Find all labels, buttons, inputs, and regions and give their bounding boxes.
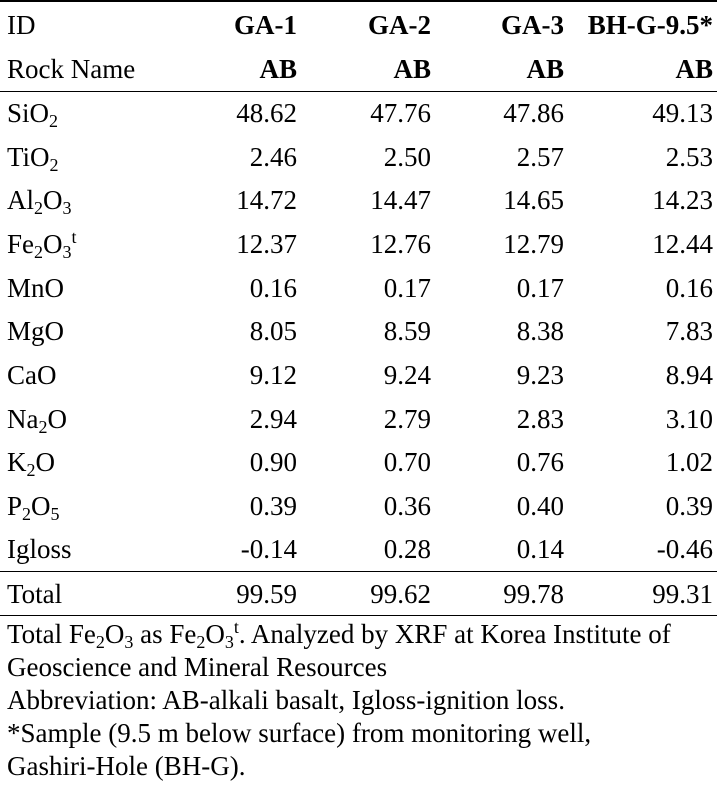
rock-name-value: AB [435, 47, 568, 91]
value-cell: 0.90 [249, 447, 297, 478]
table-row [0, 309, 717, 353]
value-cell: 0.39 [249, 491, 297, 522]
oxide-subscript: 2 [34, 241, 43, 262]
oxide-subscript: 3 [62, 241, 72, 262]
value-cell: 48.62 [236, 98, 297, 129]
table-row [0, 135, 717, 179]
oxide-subscript: 2 [49, 111, 59, 132]
note-line-1 [7, 618, 713, 651]
total-value: 99.78 [435, 572, 568, 616]
table-body [0, 91, 717, 616]
oxide-subscript: 5 [50, 504, 60, 525]
oxide-text: O [43, 228, 63, 259]
value-cell: 0.17 [516, 272, 564, 303]
id-header: ID [0, 1, 180, 47]
oxide-label [0, 135, 180, 179]
oxide-subscript: 2 [38, 416, 48, 437]
oxide-label [0, 222, 180, 266]
note-text: . Analyzed by XRF at Korea Institute of [238, 619, 671, 649]
value-cell: 0.76 [516, 447, 564, 478]
oxide-text: O [31, 491, 51, 522]
value-cell: -0.14 [240, 534, 297, 565]
oxide-label [0, 353, 180, 397]
oxide-text: Al [7, 185, 34, 216]
value-cell: 47.76 [370, 98, 431, 129]
value-cell: 3.10 [665, 403, 713, 434]
value-cell: 12.76 [370, 228, 431, 259]
table-row [0, 484, 717, 528]
oxide-label [0, 397, 180, 441]
header-row-rock [0, 47, 717, 91]
note-line-5: Gashiri-Hole (BH-G). [7, 751, 246, 781]
note-subscript: 3 [224, 632, 234, 652]
value-cell: 14.23 [652, 185, 713, 216]
value-cell: -0.46 [656, 534, 713, 565]
header-row-id [0, 1, 717, 47]
total-row [0, 572, 717, 616]
oxide-subscript: 2 [49, 154, 59, 175]
value-cell: 8.38 [516, 316, 564, 347]
value-cell: 2.50 [383, 141, 431, 172]
oxide-text: P [7, 491, 23, 522]
oxide-label [0, 178, 180, 222]
value-cell: 0.16 [665, 272, 713, 303]
value-cell: 2.94 [249, 403, 297, 434]
rock-name-value: AB [568, 47, 717, 91]
value-cell: 14.65 [503, 185, 564, 216]
value-cell: 12.79 [503, 228, 564, 259]
total-label: Total [0, 572, 180, 616]
value-cell: 2.46 [249, 141, 297, 172]
oxide-label [0, 309, 180, 353]
value-cell: 0.39 [665, 491, 713, 522]
sample-header: GA-3 [435, 1, 568, 47]
total-value: 99.31 [568, 572, 717, 616]
value-cell: 9.23 [516, 359, 564, 390]
note-line-3: Abbreviation: AB-alkali basalt, Igloss-ignition loss. [7, 685, 565, 715]
value-cell: 49.13 [652, 98, 713, 129]
value-cell: 2.79 [383, 403, 431, 434]
oxide-text: Fe [7, 228, 34, 259]
value-cell: 2.53 [665, 141, 713, 172]
value-cell: 2.57 [516, 141, 564, 172]
rock-name-value: AB [180, 47, 301, 91]
value-cell: 14.72 [236, 185, 297, 216]
table-row [0, 91, 717, 135]
oxide-text: MgO [7, 316, 65, 347]
note-subscript: 2 [196, 632, 206, 652]
table-row [0, 441, 717, 485]
oxide-text: O [43, 185, 63, 216]
oxide-text: K [7, 447, 27, 478]
table-row [0, 266, 717, 310]
value-cell: 0.70 [383, 447, 431, 478]
value-cell: 0.16 [249, 272, 297, 303]
oxide-text: Igloss [7, 534, 72, 565]
oxide-label [0, 266, 180, 310]
note-superscript: t [233, 617, 239, 637]
value-cell: 14.47 [370, 185, 431, 216]
value-cell: 0.17 [383, 272, 431, 303]
value-cell: 8.59 [383, 316, 431, 347]
note-text: O [104, 619, 125, 649]
oxide-label [0, 441, 180, 485]
note-subscript: 3 [124, 632, 134, 652]
rock-name-header: Rock Name [0, 47, 180, 91]
oxide-subscript: 2 [34, 198, 43, 219]
value-cell: 9.12 [249, 359, 297, 390]
oxide-text: MnO [7, 272, 65, 303]
table-notes [7, 618, 713, 783]
oxide-text: O [47, 403, 67, 434]
total-value: 99.59 [180, 572, 301, 616]
note-text: Total Fe [7, 619, 96, 649]
oxide-text: CaO [7, 359, 57, 390]
value-cell: 1.02 [665, 447, 713, 478]
value-cell: 47.86 [503, 98, 564, 129]
rock-name-value: AB [301, 47, 435, 91]
note-line-4: *Sample (9.5 m below surface) from monitoring well, [7, 718, 592, 748]
value-cell: 8.05 [249, 316, 297, 347]
value-cell: 0.40 [516, 491, 564, 522]
oxide-text: SiO [7, 98, 50, 129]
sample-header: BH-G-9.5* [568, 1, 717, 47]
oxide-text: TiO [7, 141, 50, 172]
value-cell: 12.37 [236, 228, 297, 259]
sample-header: GA-2 [301, 1, 435, 47]
oxide-subscript: 3 [62, 198, 72, 219]
value-cell: 7.83 [665, 316, 713, 347]
value-cell: 8.94 [665, 359, 713, 390]
oxide-label [0, 528, 180, 572]
value-cell: 9.24 [383, 359, 431, 390]
oxide-label [0, 91, 180, 135]
oxide-subscript: 2 [22, 504, 32, 525]
value-cell: 0.28 [383, 534, 431, 565]
value-cell: 2.83 [516, 403, 564, 434]
table-row [0, 222, 717, 266]
table-row [0, 353, 717, 397]
total-value: 99.62 [301, 572, 435, 616]
note-subscript: 2 [95, 632, 105, 652]
oxide-text: O [35, 447, 55, 478]
oxide-text: Na [7, 403, 39, 434]
oxide-superscript: t [71, 226, 77, 247]
sample-header: GA-1 [180, 1, 301, 47]
table-row [0, 528, 717, 572]
note-text: O [205, 619, 225, 649]
value-cell: 0.14 [516, 534, 564, 565]
note-text: as Fe [133, 619, 197, 649]
note-line-2: Geoscience and Mineral Resources [7, 652, 388, 682]
oxide-subscript: 2 [26, 460, 36, 481]
table-row [0, 397, 717, 441]
value-cell: 12.44 [652, 228, 713, 259]
oxide-label [0, 484, 180, 528]
table-row [0, 178, 717, 222]
value-cell: 0.36 [383, 491, 431, 522]
